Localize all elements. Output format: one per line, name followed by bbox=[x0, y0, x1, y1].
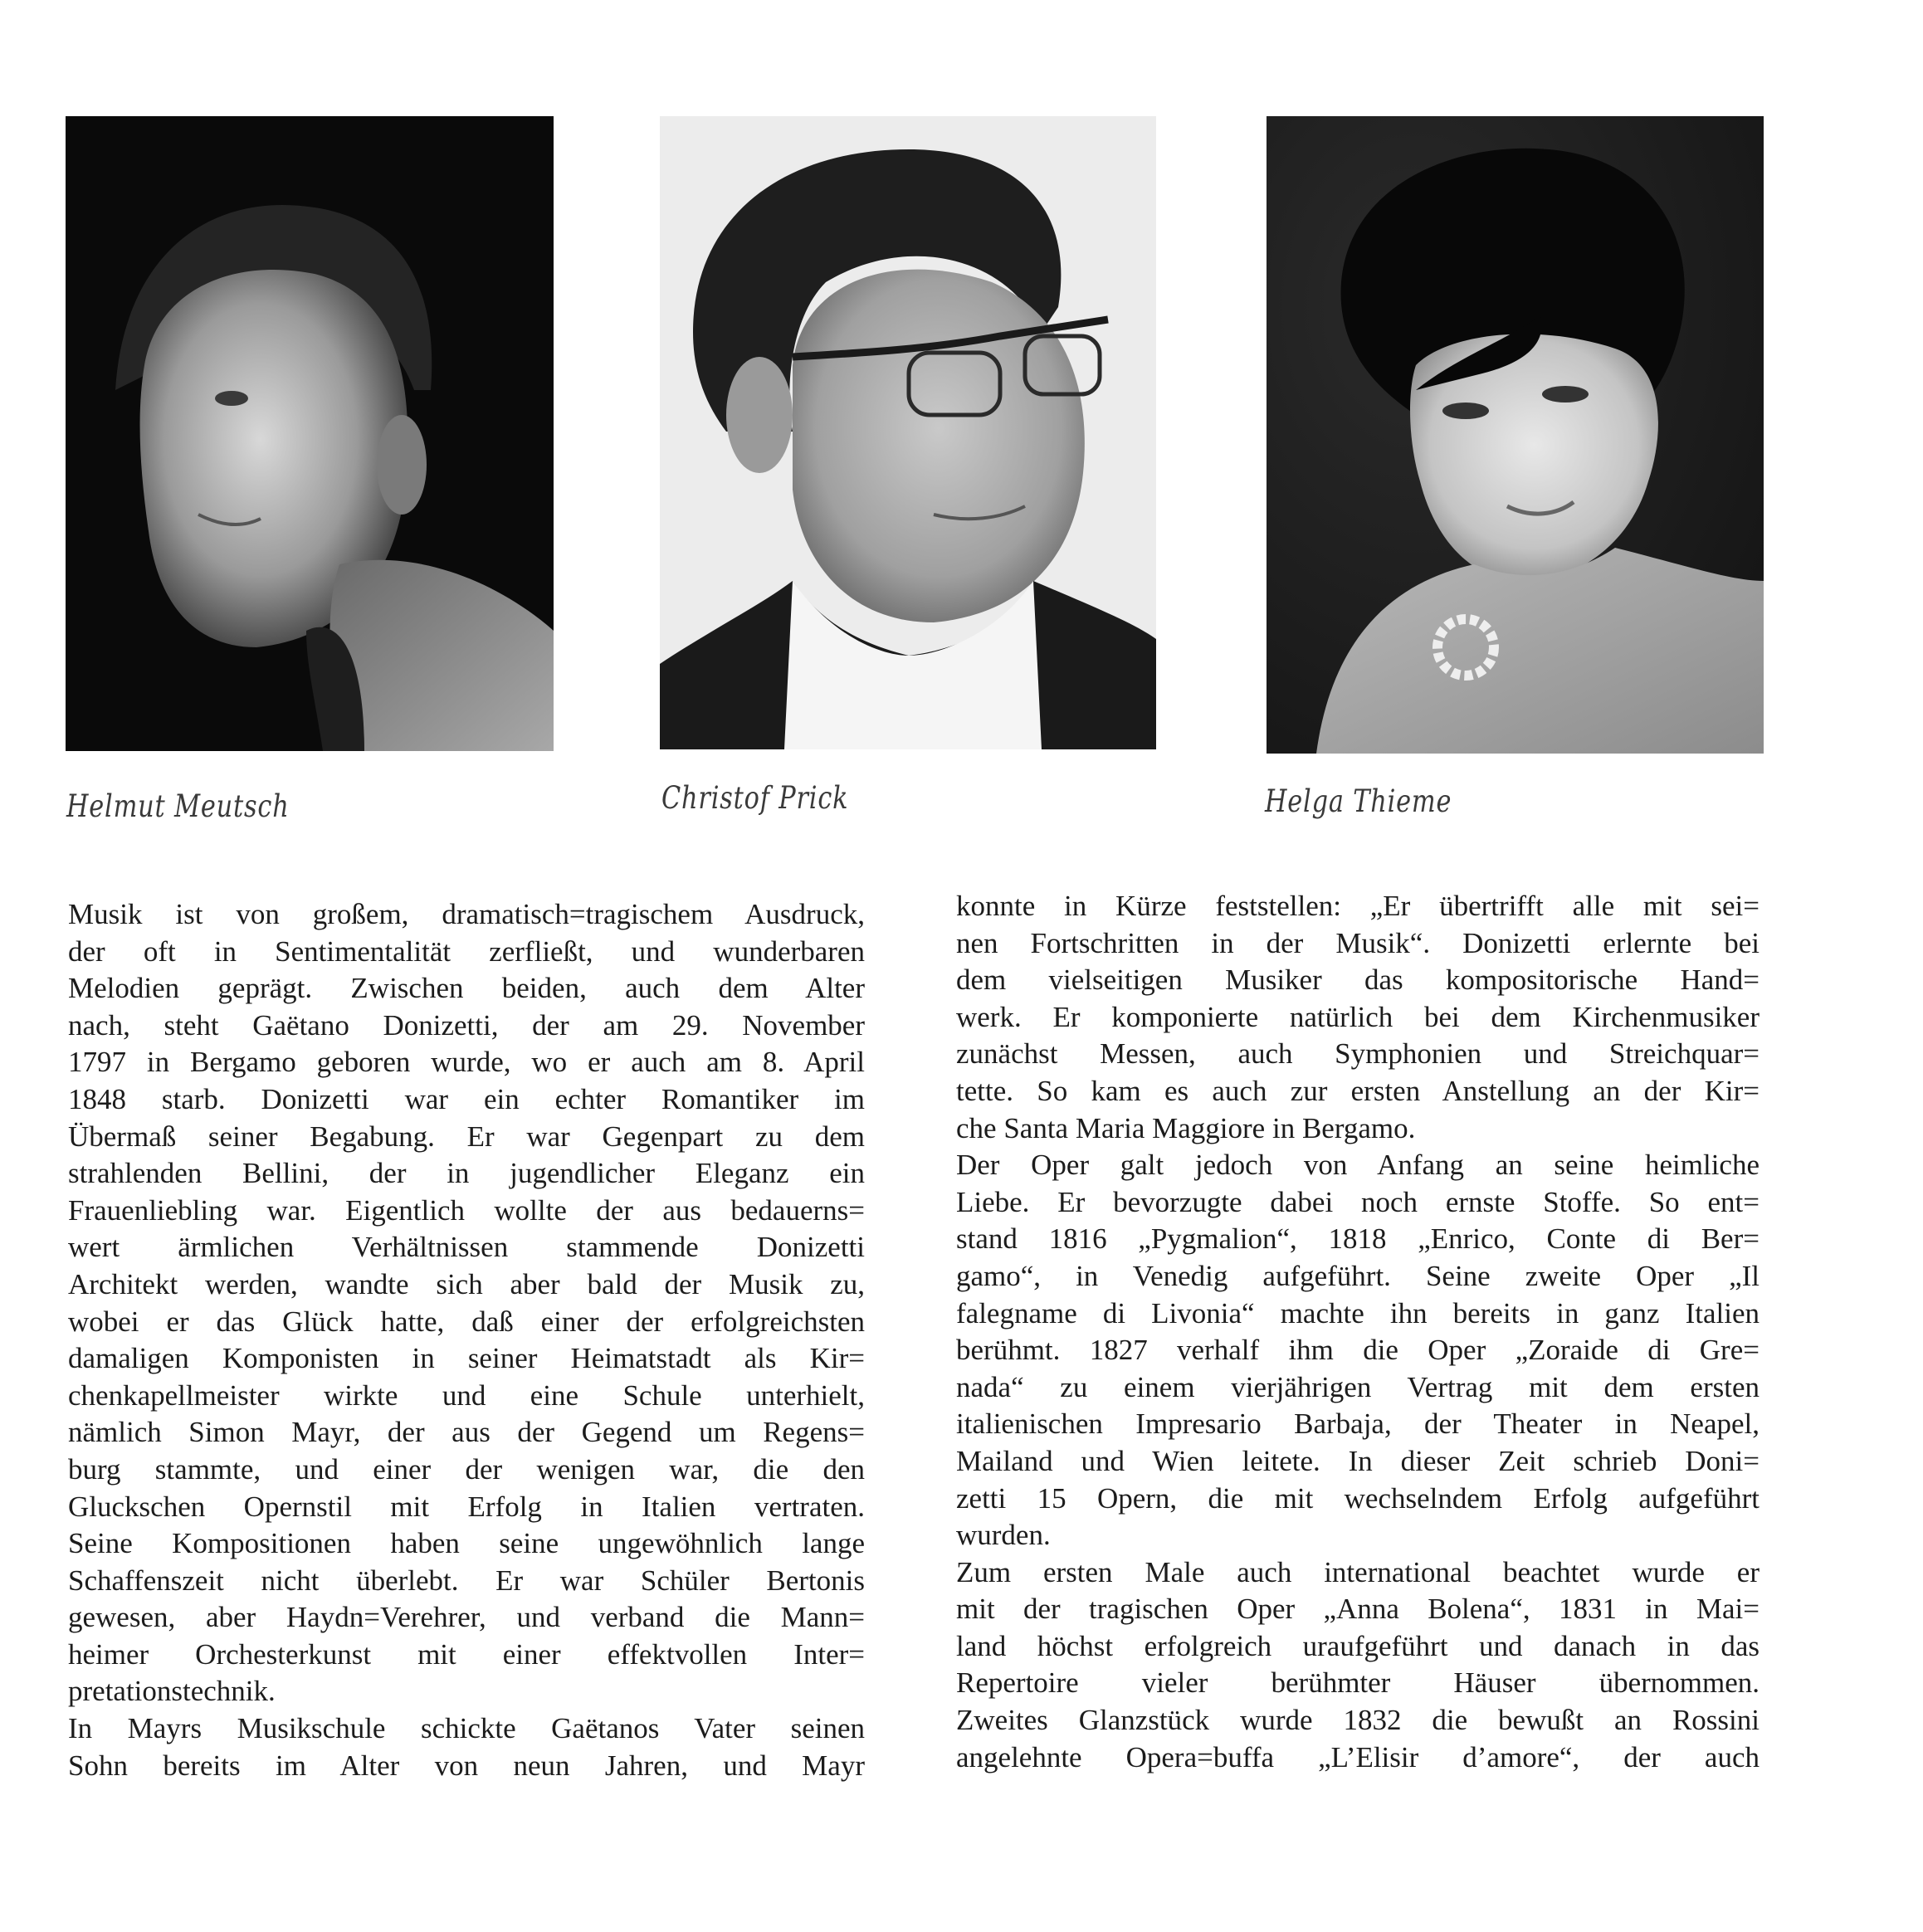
text-line: Gluckschen Opernstil mit Erfolg in Italien vertraten. bbox=[68, 1490, 865, 1523]
text-line: Seine Kompositionen haben seine ungewöhnlich lange bbox=[68, 1527, 865, 1560]
text-line: zetti 15 Opern, die mit wechselndem Erfolg aufgeführt bbox=[956, 1481, 1759, 1515]
text-line: Der Oper galt jedoch von Anfang an seine heimliche bbox=[956, 1149, 1759, 1182]
photo-caption: Helga Thieme bbox=[1265, 783, 1452, 819]
text-line: heimer Orchesterkunst mit einer effektvollen Inter= bbox=[68, 1637, 865, 1671]
text-line: wert ärmlichen Verhältnissen stammende Donizetti bbox=[68, 1231, 865, 1264]
photo-caption: Helmut Meutsch bbox=[66, 788, 290, 824]
text-line: Liebe. Er bevorzugte dabei noch ernste Stoffe. So ent= bbox=[956, 1185, 1759, 1218]
text-line: chenkapellmeister wirkte und eine Schule unterhielt, bbox=[68, 1378, 865, 1412]
text-line: nach, steht Gaëtano Donizetti, der am 29. November bbox=[68, 1008, 865, 1042]
text-line: falegname di Livonia“ machte ihn bereits in ganz Italien bbox=[956, 1296, 1759, 1329]
text-line: burg stammte, und einer der wenigen war, die den bbox=[68, 1452, 865, 1486]
text-line: angelehnte Opera=buffa „L’Elisir d’amore“, der auch bbox=[956, 1740, 1759, 1773]
text-line: gamo“, in Venedig aufgeführt. Seine zweite Oper „Il bbox=[956, 1259, 1759, 1292]
photo-caption: Christof Prick bbox=[661, 780, 849, 816]
text-line: In Mayrs Musikschule schickte Gaëtanos Vater seinen bbox=[68, 1712, 865, 1745]
text-line: mit der tragischen Oper „Anna Bolena“, 1831 in Mai= bbox=[956, 1593, 1759, 1626]
text-line: werk. Er komponierte natürlich bei dem Kirchenmusiker bbox=[956, 1000, 1759, 1033]
text-line: Repertoire vieler berühmter Häuser übernommen. bbox=[956, 1666, 1759, 1700]
text-line: konnte in Kürze feststellen: „Er übertrifft alle mit sei= bbox=[956, 890, 1759, 922]
text-line: land höchst erfolgreich uraufgeführt und danach in das bbox=[956, 1629, 1759, 1662]
text-line: damaligen Komponisten in seiner Heimatstadt als Kir= bbox=[68, 1342, 865, 1375]
text-line: 1848 starb. Donizetti war ein echter Romantiker im bbox=[68, 1082, 865, 1115]
text-line: Zweites Glanzstück wurde 1832 die bewußt an Rossini bbox=[956, 1704, 1759, 1737]
portrait-image bbox=[660, 116, 1156, 749]
portrait-image bbox=[1267, 116, 1764, 754]
text-line: Architekt werden, wandte sich aber bald der Musik zu, bbox=[68, 1267, 865, 1300]
text-column-right bbox=[956, 888, 1759, 1776]
text-line: nada“ zu einem vierjährigen Vertrag mit dem ersten bbox=[956, 1370, 1759, 1403]
text-line: 1797 in Bergamo geboren wurde, wo er auch am 8. April bbox=[68, 1046, 865, 1079]
text-line: Übermaß seiner Begabung. Er war Gegenpart zu dem bbox=[68, 1120, 865, 1153]
text-line: Musik ist von großem, dramatisch=tragischem Ausdruck, bbox=[68, 898, 865, 930]
text-line: wurden. bbox=[956, 1519, 1051, 1552]
text-line: Frauenliebling war. Eigentlich wollte der aus bedauerns= bbox=[68, 1193, 865, 1227]
text-column-left bbox=[68, 896, 865, 1784]
text-line: berühmt. 1827 verhalf ihm die Oper „Zoraide di Gre= bbox=[956, 1334, 1759, 1367]
text-line: dem vielseitigen Musiker das kompositorische Hand= bbox=[956, 964, 1759, 997]
text-line: Schaffenszeit nicht überlebt. Er war Schüler Bertonis bbox=[68, 1564, 865, 1597]
text-line: nen Fortschritten in der Musik“. Donizetti erlernte bei bbox=[956, 926, 1759, 959]
text-line: Melodien geprägt. Zwischen beiden, auch dem Alter bbox=[68, 972, 865, 1005]
text-line: italienischen Impresario Barbaja, der Theater in Neapel, bbox=[956, 1408, 1759, 1441]
text-line: stand 1816 „Pygmalion“, 1818 „Enrico, Conte di Ber= bbox=[956, 1222, 1759, 1256]
text-line: strahlenden Bellini, der in jugendlicher Eleganz ein bbox=[68, 1157, 865, 1190]
text-line: gewesen, aber Haydn=Verehrer, und verband die Mann= bbox=[68, 1601, 865, 1634]
text-line: nämlich Simon Mayr, der aus der Gegend um Regens= bbox=[68, 1416, 865, 1449]
text-line: Sohn bereits im Alter von neun Jahren, und Mayr bbox=[68, 1749, 865, 1782]
text-line: Mailand und Wien leitete. In dieser Zeit schrieb Doni= bbox=[956, 1444, 1759, 1477]
text-line: der oft in Sentimentalität zerfließt, und wunderbaren bbox=[68, 934, 865, 968]
text-line: zunächst Messen, auch Symphonien und Streichquar= bbox=[956, 1037, 1759, 1071]
text-line: pretationstechnik. bbox=[68, 1675, 276, 1708]
portrait-photo-christof-prick bbox=[660, 116, 1156, 749]
text-line: Zum ersten Male auch international beachtet wurde er bbox=[956, 1555, 1759, 1588]
portrait-photo-helmut-meutsch bbox=[66, 116, 554, 751]
portrait-photo-helga-thieme bbox=[1267, 116, 1764, 754]
text-line: wobei er das Glück hatte, daß einer der erfolgreichsten bbox=[68, 1305, 865, 1338]
text-line: tette. So kam es auch zur ersten Anstellung an der Kir= bbox=[956, 1074, 1759, 1107]
portrait-image bbox=[66, 116, 554, 751]
text-line: che Santa Maria Maggiore in Bergamo. bbox=[956, 1111, 1416, 1144]
